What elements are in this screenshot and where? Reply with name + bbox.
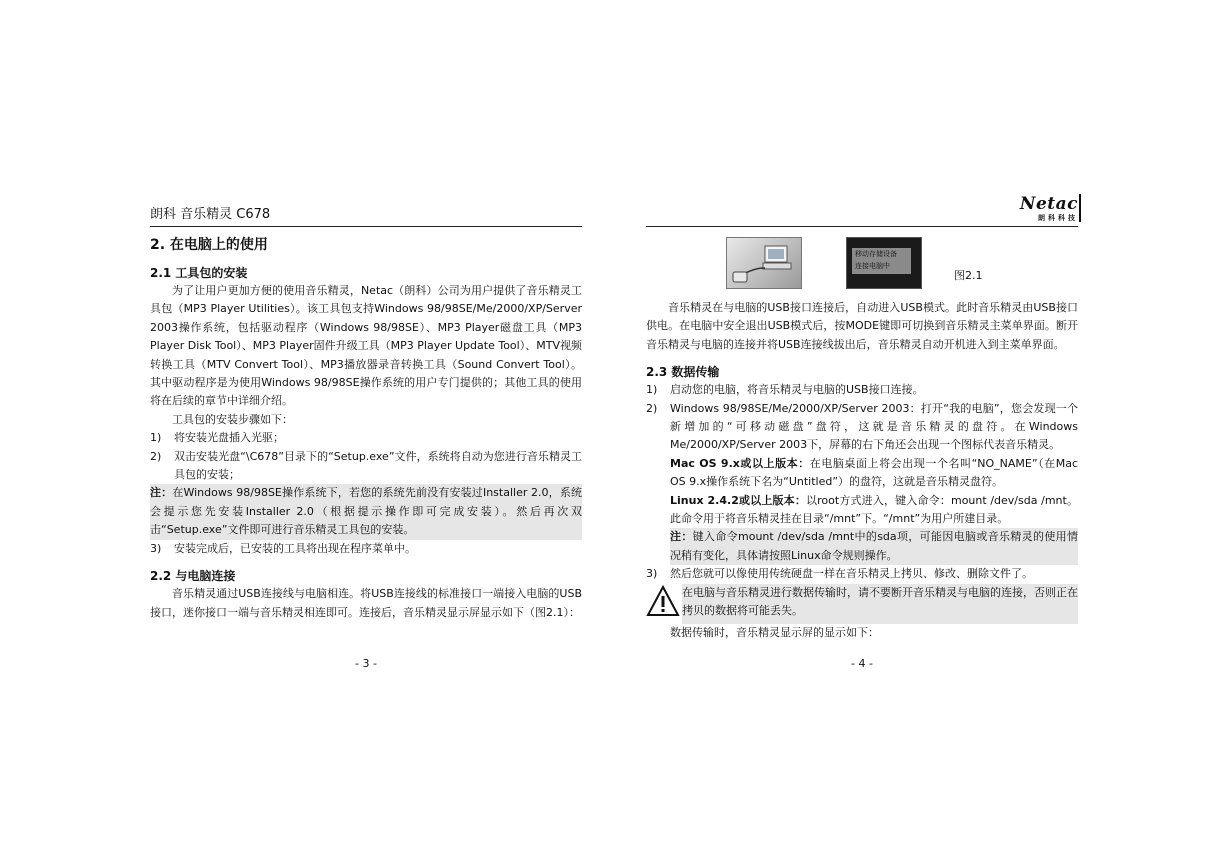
page-number: - 4 - — [851, 657, 873, 670]
step-text: 双击安装光盘“\C678”目录下的“Setup.exe”文件，系统将自动为您进行音乐精灵工具包的安装； — [174, 449, 582, 482]
warning-text: 在电脑与音乐精灵进行数据传输时，请不要断开音乐精灵与电脑的连接，否则正在拷贝的数据将可能丢失。 — [682, 584, 1078, 624]
player-screen-image — [846, 237, 922, 289]
screen-line-2: 连接电脑中 — [855, 262, 890, 270]
chapter-title: 2. 在电脑上的使用 — [150, 237, 268, 253]
install-step-2 — [150, 448, 582, 485]
transfer-step-1 — [646, 381, 1078, 399]
warning-box — [646, 584, 1078, 624]
step-text: 然后您就可以像使用传统硬盘一样在音乐精灵上拷贝、修改、删除文件了。 — [670, 567, 1033, 581]
step-2-body — [670, 400, 1078, 566]
usb-connection-image — [726, 237, 802, 289]
mac-text: 在电脑桌面上将会出现一个名叫“NO_NAME”（在Mac OS 9.x操作系统下名为“Untitled”）的盘符，这就是音乐精灵盘符。 — [670, 456, 1078, 489]
step-number: 1) — [646, 383, 658, 397]
right-page — [646, 194, 1078, 670]
section-2-2-title: 2.2 与电脑连接 — [150, 569, 236, 584]
transfer-step-3 — [646, 565, 1078, 583]
install-step-1 — [150, 429, 582, 447]
logo-bar — [1079, 194, 1081, 222]
section-2-1-title: 2.1 工具包的安装 — [150, 266, 248, 280]
install-step-3 — [150, 540, 582, 558]
figure-2-1 — [646, 237, 1078, 299]
left-page — [150, 200, 583, 670]
screen-line-1: 移动存储设备 — [855, 250, 897, 258]
install-steps-intro: 工具包的安装步骤如下： — [172, 412, 293, 426]
linux-label: Linux 2.4.2或以上版本： — [670, 493, 806, 507]
usb-mode-paragraph: 音乐精灵在与电脑的USB接口连接后，自动进入USB模式。此时音乐精灵由USB接口供电。在电脑中安全退出USB模式后，按MODE键即可切换到音乐精灵主菜单界面。断开音乐精灵与电脑的连接并将USB连接线拔出后，音乐精灵自动开机进入到主菜单界面。 — [646, 301, 1078, 351]
linux-text: 以root方式进入，键入命令：mount /dev/sda /mnt。此命令用于将音乐精灵挂在目录“/mnt”下。“/mnt”为用户所建目录。 — [670, 493, 1078, 526]
step-text: 安装完成后，已安装的工具将出现在程序菜单中。 — [174, 541, 416, 555]
step-text: 启动您的电脑，将音乐精灵与电脑的USB接口连接。 — [670, 383, 924, 397]
section-2-1-intro: 为了让用户更加方便的使用音乐精灵，Netac（朗科）公司为用户提供了音乐精灵工具包（MP3 Player Utilities）。该工具包支持Windows 98/98SE/Me/2000/XP/Server 2003操作系统，包括驱动程序（Windows 98/98SE）、MP3 Player磁盘工具（MP3 Player Disk Tool）、MP3 Player固件升级工具（MP3 Player Update Tool）、MTV视频转换工具（MTV Convert Tool）、MP3播放器录音转换工具（Sound Convert Tool）。其中驱动程序是为使用Windows 98/98SE操作系统的用户专门提供的；其他工具的使用将在后续的章节中详细介绍。 — [150, 284, 582, 408]
transfer-step-2 — [646, 400, 1078, 566]
install-note — [150, 484, 582, 539]
left-header — [150, 200, 582, 227]
section-2-2-text: 音乐精灵通过USB连接线与电脑相连。将USB连接线的标准接口一端接入电脑的USB接口，迷你接口一端与音乐精灵相连即可。连接后，音乐精灵显示屏显示如下（图2.1）： — [150, 587, 582, 619]
step-2-windows: Windows 98/98SE/Me/2000/XP/Server 2003：打开“我的电脑”，您会发现一个新增加的“可移动磁盘”盘符，这就是音乐精灵的盘符。在Windows Me/2000/XP/Server 2003下，屏幕的右下角还会出现一个图标代表音乐精灵。 — [670, 401, 1078, 452]
warning-icon — [646, 584, 682, 624]
linux-note — [670, 528, 1078, 565]
step-2-mac — [670, 455, 1078, 492]
step-number: 3) — [150, 541, 162, 555]
step-number: 2) — [646, 401, 658, 415]
step-2-linux — [670, 492, 1078, 529]
note-text: 键入命令mount /dev/sda /mnt中的sda项，可能因电脑或音乐精灵的使用情况稍有变化，具体请按照Linux命令规则操作。 — [670, 530, 1078, 562]
step-number: 2) — [150, 449, 162, 463]
logo-brand: Netac — [1019, 194, 1078, 214]
right-header — [646, 194, 1078, 227]
section-2-3-title: 2.3 数据传输 — [646, 365, 720, 380]
step-text: 将安装光盘插入光驱； — [174, 431, 284, 445]
step-number: 1) — [150, 431, 162, 445]
page-number: - 3 - — [355, 657, 377, 670]
figure-caption: 图2.1 — [954, 269, 983, 282]
header-title: 朗科 音乐精灵 C678 — [150, 207, 271, 222]
logo-subtitle: 朗科科技 — [1038, 214, 1078, 222]
mac-label: Mac OS 9.x或以上版本： — [670, 456, 810, 470]
step-number: 3) — [646, 567, 658, 581]
note-label: 注： — [670, 530, 693, 544]
netac-logo — [1016, 194, 1078, 226]
note-text: 在Windows 98/98SE操作系统下，若您的系统先前没有安装过Installer 2.0，系统会提示您先安装Installer 2.0（根据提示操作即可完成安装）。然后再次双击“Setup.exe”文件即可进行音乐精灵工具包的安装。 — [150, 486, 583, 537]
note-label: 注： — [150, 486, 173, 500]
player-screen — [852, 248, 911, 274]
display-intro: 数据传输时，音乐精灵显示屏的显示如下： — [670, 626, 879, 640]
